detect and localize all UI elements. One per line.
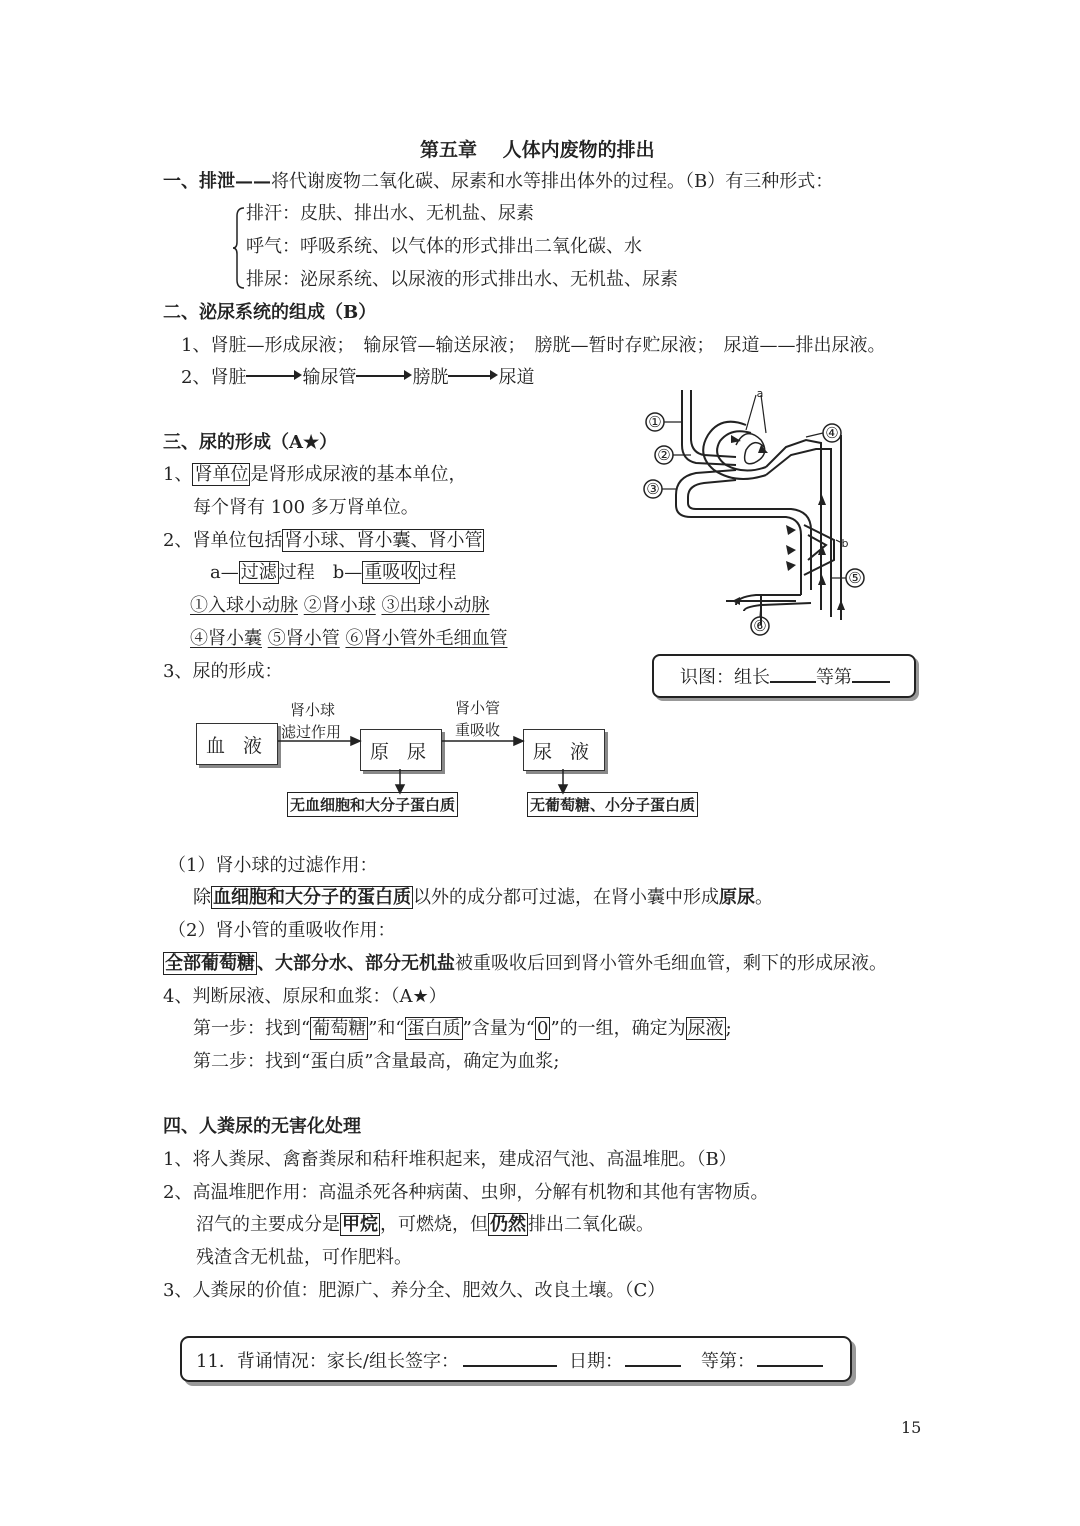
- label-3: ③: [646, 480, 660, 498]
- b-suffix: 过程: [420, 562, 457, 583]
- flow-arrows: [270, 735, 570, 795]
- arrow-right-icon: [448, 375, 492, 377]
- judge-step-2: 第二步：找到“蛋白质”含量最高，确定为血浆;: [193, 1051, 560, 1072]
- reabs-box-glucose: 全部葡萄糖: [165, 953, 255, 974]
- section-4-heading: 四、人粪尿的无害化处理: [163, 1116, 361, 1137]
- chain-ureter: 输尿管: [302, 367, 357, 388]
- efferent-arteriole: [676, 470, 801, 595]
- arrow2-label-top: 肾小管: [455, 699, 501, 717]
- p1-rest: 是肾形成尿液的基本单位，: [250, 464, 467, 485]
- page-number: 15: [901, 1418, 922, 1437]
- urinary-organs-line: 1、肾脏—形成尿液； 输尿管—输送尿液； 膀胱—暂时存贮尿液； 尿道——排出尿液。: [181, 335, 886, 356]
- page-title: 第五章 人体内废物的排出: [420, 139, 655, 161]
- p2b-mid: ，可燃烧，但: [380, 1214, 488, 1235]
- recite-date-label: 日期：: [568, 1351, 623, 1372]
- label-5: ⑤: [848, 569, 862, 587]
- judge-heading: 4、判断尿液、原尿和血浆：（A★）: [163, 986, 447, 1007]
- brace-icon: [232, 206, 246, 290]
- recite-box: [180, 1336, 852, 1382]
- filter-end: 。: [755, 887, 773, 908]
- still-box: 仍然: [490, 1214, 526, 1235]
- chain-kidney: 肾脏: [210, 367, 247, 388]
- part-3: ③出球小动脉: [381, 595, 490, 616]
- section-1-text: 将代谢废物二氧化碳、尿素和水等排出体外的过程。（B）有三种形式：: [271, 171, 834, 192]
- reabsorb-box: 重吸收: [364, 562, 419, 583]
- nephron-parts: [163, 532, 484, 550]
- excretion-form-sweat: 排汗：皮肤、排出水、无机盐、尿素: [246, 203, 534, 224]
- p2b-end: 排出二氧化碳。: [528, 1214, 654, 1235]
- arrow-right-icon: [246, 375, 296, 377]
- s4-p2: 2、高温堆肥作用：高温杀死各种病菌、虫卵，分解有机物和其他有害物质。: [163, 1182, 769, 1203]
- p2b-pre: 沼气的主要成分是: [196, 1214, 340, 1235]
- grade-blank[interactable]: [852, 667, 890, 683]
- j-box-zero: 0: [537, 1018, 549, 1039]
- caption-prefix: 识图：组长: [680, 667, 770, 688]
- arrow1-label-bottom: 滤过作用: [281, 723, 342, 741]
- part-6: ⑥肾小管外毛细血管: [345, 628, 508, 649]
- j-b: ”和“: [368, 1018, 405, 1039]
- flow-note-urine: 无葡萄糖、小分子蛋白质: [527, 792, 698, 817]
- flow-box-blood-label: 血 液: [205, 734, 269, 757]
- section-2-heading: 二、泌尿系统的组成（B）: [163, 302, 377, 323]
- diagram-caption-box: [652, 654, 916, 698]
- filter-box-excluded: 血细胞和大分子的蛋白质: [213, 887, 411, 908]
- recite-grade-blank[interactable]: [757, 1351, 823, 1367]
- section-1-heading: 一、排泄——: [163, 171, 271, 192]
- a-prefix: a—: [210, 562, 239, 583]
- judge-step-1: [193, 1020, 732, 1038]
- urine-formation-label: 3、尿的形成：: [163, 661, 283, 682]
- filter-mid: 以外的成分都可过滤，在肾小囊中形成: [413, 887, 719, 908]
- reabs-bold: 、大部分水、部分无机盐: [257, 953, 455, 974]
- j-box-protein: 蛋白质: [406, 1018, 461, 1039]
- arrow2-label-bottom: 重吸收: [455, 721, 501, 739]
- urinary-chain: [181, 369, 534, 387]
- chain-bladder: 膀胱: [412, 367, 449, 388]
- caption-grade: 等第: [816, 667, 852, 688]
- reabs-rest: 被重吸收后回到肾小管外毛细血管，剩下的形成尿液。: [455, 953, 887, 974]
- flow-box-primary-urine-label: 原 尿: [369, 740, 433, 763]
- reabs-text: [163, 955, 887, 973]
- p1-num: 1、: [163, 464, 193, 485]
- j-box-glucose: 葡萄糖: [312, 1018, 367, 1039]
- a-suffix: 过程 b—: [278, 562, 363, 583]
- chain-urethra: 尿道: [498, 367, 535, 388]
- j-a: 第一步：找到“: [193, 1018, 311, 1039]
- j-box-urine: 尿液: [687, 1018, 724, 1039]
- section-3-heading: 三、尿的形成（A★）: [163, 432, 338, 453]
- part-1: ①入球小动脉: [190, 595, 298, 616]
- s4-p1: 1、将人粪尿、禽畜粪尿和秸秆堆积起来，建成沼气池、高温堆肥。（B）: [163, 1149, 737, 1170]
- label-4: ④: [825, 424, 839, 442]
- nephron-diagram: [636, 385, 876, 645]
- label-6: ⑥: [753, 617, 767, 635]
- label-a: a: [756, 387, 764, 400]
- flow-note-primary-urine: 无血细胞和大分子蛋白质: [287, 792, 458, 817]
- arrow-right-icon: [356, 375, 406, 377]
- filter-box: 过滤: [240, 562, 277, 583]
- nephron-box: 肾单位: [194, 464, 249, 485]
- section-1-intro: [163, 173, 833, 191]
- nephron-def: [163, 466, 466, 484]
- filter-heading: （1）肾小球的过滤作用：: [168, 855, 378, 876]
- s4-p2b: [196, 1216, 654, 1234]
- label-2: ②: [657, 446, 671, 464]
- excretion-form-urine: 排尿：泌尿系统、以尿液的形式排出水、无机盐、尿素: [246, 269, 678, 290]
- label-b: b: [841, 537, 849, 550]
- j-c: ”含量为“: [462, 1018, 536, 1039]
- parts-row-2: [190, 630, 507, 648]
- nephron-parts-box: 肾小球、肾小囊、肾小管: [284, 530, 483, 551]
- reabs-heading: （2）肾小管的重吸收作用：: [168, 920, 396, 941]
- flow-box-urine-label: 尿 液: [532, 740, 596, 763]
- label-1: ①: [648, 413, 662, 431]
- leader-sign-blank[interactable]: [770, 667, 816, 683]
- s4-p2c: 残渣含无机盐，可作肥料。: [196, 1247, 412, 1268]
- recite-grade-label: 等第：: [700, 1351, 755, 1372]
- chain-prefix: 2、: [181, 367, 211, 388]
- filter-pre: 除: [193, 887, 211, 908]
- diagram-caption: [680, 667, 890, 687]
- j-e: ;: [725, 1018, 732, 1039]
- signature-blank[interactable]: [463, 1351, 557, 1367]
- recite-label: 11．背诵情况：家长/组长签字：: [196, 1351, 459, 1372]
- s4-p3: 3、人粪尿的价值：肥源广、养分全、肥效久、改良土壤。（C）: [163, 1280, 666, 1301]
- j-d: ”的一组，确定为: [550, 1018, 686, 1039]
- process-ab: [210, 564, 456, 582]
- nephron-count: 每个肾有 100 多万肾单位。: [193, 497, 419, 518]
- flow-box-blood: [196, 723, 278, 765]
- part-4: ④肾小囊: [190, 628, 262, 649]
- parts-row-1: [190, 597, 489, 615]
- p2-prefix: 2、肾单位包括: [163, 530, 283, 551]
- date-blank[interactable]: [625, 1351, 681, 1367]
- methane-box: 甲烷: [342, 1214, 378, 1235]
- excretion-form-exhale: 呼气：呼吸系统、以气体的形式排出二氧化碳、水: [246, 236, 642, 257]
- part-5: ⑤肾小管: [267, 628, 340, 649]
- recite-row: [196, 1351, 823, 1371]
- arrow1-label-top: 肾小球: [290, 701, 336, 719]
- filter-text: [193, 889, 773, 907]
- filter-bold: 原尿: [719, 887, 755, 908]
- part-2: ②肾小球: [303, 595, 376, 616]
